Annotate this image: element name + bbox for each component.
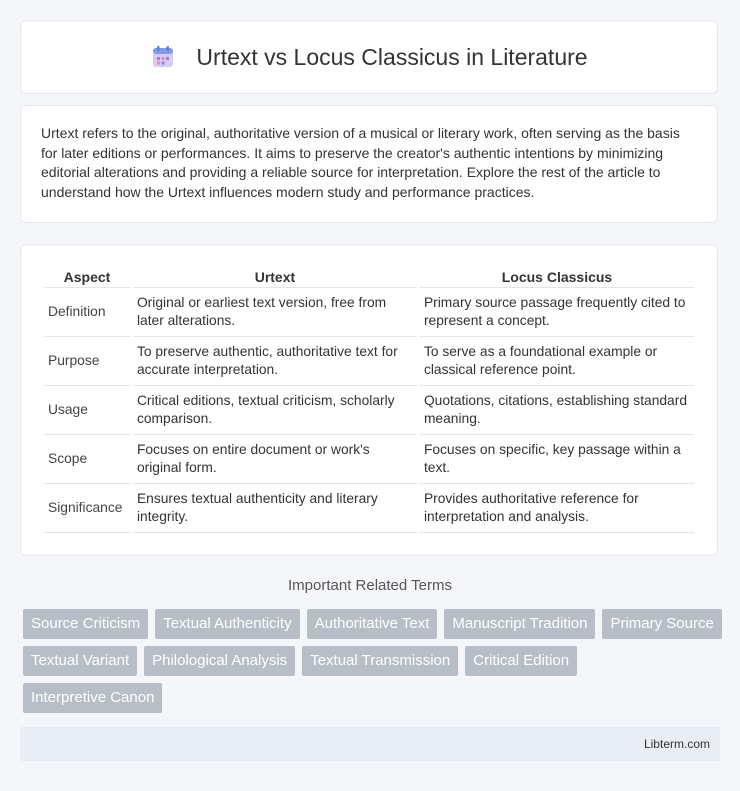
table-row: [44, 337, 694, 386]
table-row: [44, 484, 694, 533]
related-term-tag[interactable]: Philological Analysis: [144, 646, 295, 676]
calendar-icon: [150, 44, 176, 70]
urtext-cell: Original or earliest text version, free from later alterations.: [133, 288, 417, 337]
table-header-row: [44, 265, 694, 288]
title-card: [20, 20, 718, 94]
related-term-tag[interactable]: Primary Source: [602, 609, 721, 639]
urtext-cell: Focuses on entire document or work's original form.: [133, 435, 417, 484]
intro-card: [20, 105, 718, 223]
related-term-tag[interactable]: Authoritative Text: [307, 609, 438, 639]
aspect-cell: Usage: [44, 386, 130, 435]
locus-cell: Focuses on specific, key passage within a text.: [420, 435, 694, 484]
footer-site-link[interactable]: Libterm.com: [643, 737, 710, 751]
comparison-card: [20, 244, 718, 556]
related-terms-title: Important Related Terms: [288, 577, 452, 594]
urtext-cell: To preserve authentic, authoritative text for accurate interpretation.: [133, 337, 417, 386]
table-row: [44, 435, 694, 484]
header-locus-classicus: Locus Classicus: [420, 265, 694, 288]
locus-cell: To serve as a foundational example or classical reference point.: [420, 337, 694, 386]
aspect-cell: Definition: [44, 288, 130, 337]
aspect-cell: Significance: [44, 484, 130, 533]
related-term-tag[interactable]: Textual Transmission: [302, 646, 458, 676]
related-term-tag[interactable]: Textual Authenticity: [155, 609, 299, 639]
locus-cell: Primary source passage frequently cited to represent a concept.: [420, 288, 694, 337]
related-term-tag[interactable]: Manuscript Tradition: [444, 609, 595, 639]
aspect-cell: Scope: [44, 435, 130, 484]
comparison-table: [41, 265, 697, 533]
table-row: [44, 288, 694, 337]
page-title: Urtext vs Locus Classicus in Literature: [196, 43, 588, 70]
header-aspect: Aspect: [44, 265, 130, 288]
related-term-tag[interactable]: Interpretive Canon: [23, 683, 162, 713]
related-term-tag[interactable]: Critical Edition: [465, 646, 577, 676]
aspect-cell: Purpose: [44, 337, 130, 386]
footer: [20, 727, 720, 761]
urtext-cell: Critical editions, textual criticism, scholarly comparison.: [133, 386, 417, 435]
locus-cell: Quotations, citations, establishing standard meaning.: [420, 386, 694, 435]
urtext-cell: Ensures textual authenticity and literary integrity.: [133, 484, 417, 533]
related-term-tag[interactable]: Textual Variant: [23, 646, 137, 676]
header-urtext: Urtext: [133, 265, 417, 288]
related-term-tag[interactable]: Source Criticism: [23, 609, 148, 639]
locus-cell: Provides authoritative reference for interpretation and analysis.: [420, 484, 694, 533]
table-row: [44, 386, 694, 435]
related-terms-list: [23, 609, 723, 713]
intro-text: Urtext refers to the original, authoritative version of a musical or literary work, often serving as the basis for later editions or performances. It aims to preserve the creator's authentic intentions by minimizing editorial alterations and providing a reliable source for interpretation. Explore the rest of the article to understand how the Urtext influences modern study and performance practices.: [41, 125, 680, 200]
